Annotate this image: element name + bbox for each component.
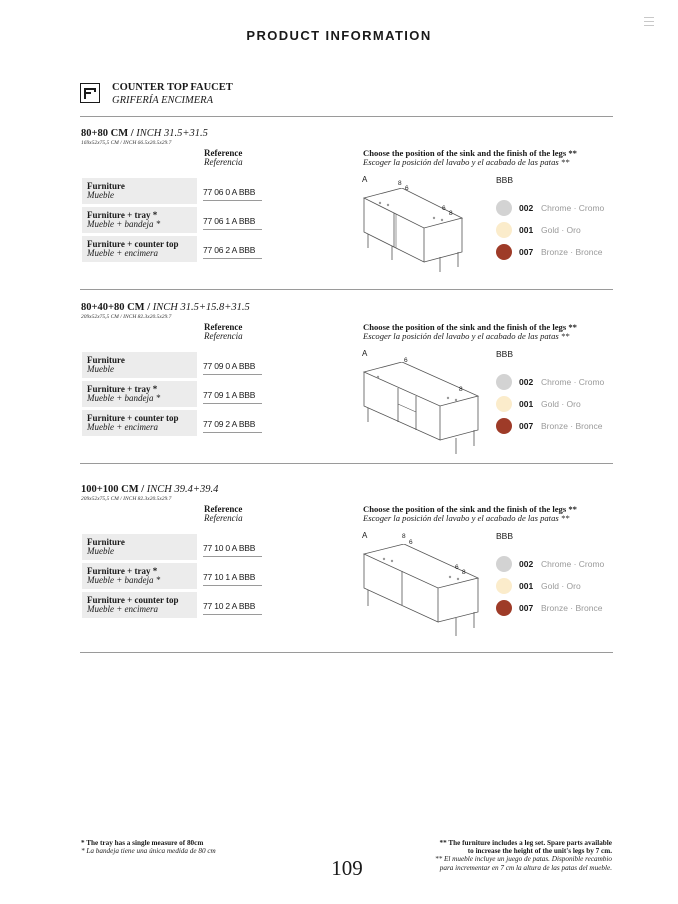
finish-name: Bronze · Bronce xyxy=(541,421,603,431)
sink-position-number: 8 xyxy=(402,533,406,540)
row-label: Furniture + tray * Mueble + bandeja * xyxy=(82,563,197,589)
sink-position-number: 6 xyxy=(442,205,446,212)
furniture-sketch xyxy=(362,544,480,645)
finish-code: 002 xyxy=(519,377,534,387)
category-subtitle: GRIFERÍA ENCIMERA xyxy=(112,95,213,106)
row-label: Furniture + counter top Mueble + encimera xyxy=(82,592,197,618)
finish-name: Chrome · Cromo xyxy=(541,203,605,213)
reference-code: 77 06 0 A BBB xyxy=(203,181,262,201)
choose-instructions: Choose the position of the sink and the finish of the legs ** Escoger la posición del lavabo y el acabado de las patas ** xyxy=(363,504,577,523)
finish-code: 001 xyxy=(519,399,534,409)
row-label: Furniture + counter top Mueble + encimera xyxy=(82,410,197,436)
bronze-swatch[interactable] xyxy=(496,244,512,260)
row-label: Furniture Mueble xyxy=(82,178,197,204)
row-label: Furniture + tray * Mueble + bandeja * xyxy=(82,381,197,407)
chrome-swatch[interactable] xyxy=(496,374,512,390)
sink-position-number: 6 xyxy=(405,185,409,192)
sink-position-number: 8 xyxy=(398,180,402,187)
gold-swatch[interactable] xyxy=(496,222,512,238)
divider xyxy=(80,116,613,117)
sink-position-number: 6 xyxy=(455,564,459,571)
reference-header: Reference Referencia xyxy=(204,322,243,341)
reference-code: 77 09 0 A BBB xyxy=(203,355,262,375)
row-label: Furniture + counter top Mueble + encimera xyxy=(82,236,197,262)
reference-code: 77 09 1 A BBB xyxy=(203,384,262,404)
footnote-legs: ** The furniture includes a leg set. Spare parts available to increase the height of the unit's legs by 7 cm. ** El mueble incluye un juego de patas. Disponible recambio para incrementar en 7 cm la altura de las patas del mueble. xyxy=(435,839,612,872)
finish-code-label: BBB xyxy=(496,349,514,359)
furniture-sketch xyxy=(362,188,464,283)
product-section xyxy=(0,484,678,634)
reference-code: 77 10 1 A BBB xyxy=(203,566,262,586)
reference-header: Reference Referencia xyxy=(204,148,243,167)
finish-code: 007 xyxy=(519,247,534,257)
sink-position-number: 8 xyxy=(449,210,453,217)
finish-code-label: BBB xyxy=(496,531,514,541)
gold-swatch[interactable] xyxy=(496,396,512,412)
section-dimensions: 209x52x75,5 CM / INCH 82.3x20.5x29.7 xyxy=(81,314,172,320)
sink-position-number: 8 xyxy=(462,569,466,576)
finish-code: 002 xyxy=(519,203,534,213)
finish-code: 007 xyxy=(519,421,534,431)
chrome-swatch[interactable] xyxy=(496,200,512,216)
product-section xyxy=(0,128,678,278)
section-title: 80+80 CM / INCH 31.5+31.5 xyxy=(81,128,208,139)
finish-name: Gold · Oro xyxy=(541,225,581,235)
finish-code: 001 xyxy=(519,581,534,591)
chrome-swatch[interactable] xyxy=(496,556,512,572)
finish-code: 002 xyxy=(519,559,534,569)
reference-code: 77 06 1 A BBB xyxy=(203,210,262,230)
sink-position-number: 8 xyxy=(459,386,463,393)
finish-name: Gold · Oro xyxy=(541,581,581,591)
finish-name: Chrome · Cromo xyxy=(541,377,605,387)
finish-name: Chrome · Cromo xyxy=(541,559,605,569)
faucet-icon xyxy=(80,83,100,103)
divider xyxy=(80,463,613,464)
bronze-swatch[interactable] xyxy=(496,418,512,434)
position-label-a: A xyxy=(362,531,368,540)
finish-code: 001 xyxy=(519,225,534,235)
sink-position-number: 6 xyxy=(409,539,413,546)
bronze-swatch[interactable] xyxy=(496,600,512,616)
reference-code: 77 10 0 A BBB xyxy=(203,537,262,557)
section-title: 100+100 CM / INCH 39.4+39.4 xyxy=(81,484,219,495)
position-label-a: A xyxy=(362,349,368,358)
divider xyxy=(80,652,613,653)
reference-header: Reference Referencia xyxy=(204,504,243,523)
row-label: Furniture + tray * Mueble + bandeja * xyxy=(82,207,197,233)
reference-code: 77 10 2 A BBB xyxy=(203,595,262,615)
finish-name: Gold · Oro xyxy=(541,399,581,409)
row-label: Furniture Mueble xyxy=(82,534,197,560)
finish-code-label: BBB xyxy=(496,175,514,185)
section-title: 80+40+80 CM / INCH 31.5+15.8+31.5 xyxy=(81,302,250,313)
page-title: PRODUCT INFORMATION xyxy=(246,28,432,43)
finish-name: Bronze · Bronce xyxy=(541,247,603,257)
furniture-sketch xyxy=(362,362,480,461)
position-label-a: A xyxy=(362,175,368,184)
finish-name: Bronze · Bronce xyxy=(541,603,603,613)
footnote-tray: * The tray has a single measure of 80cm * La bandeja tiene una única medida de 80 cm xyxy=(81,839,216,856)
reference-code: 77 06 2 A BBB xyxy=(203,239,262,259)
row-label: Furniture Mueble xyxy=(82,352,197,378)
product-section xyxy=(0,302,678,452)
choose-instructions: Choose the position of the sink and the finish of the legs ** Escoger la posición del lavabo y el acabado de las patas ** xyxy=(363,322,577,341)
gold-swatch[interactable] xyxy=(496,578,512,594)
reference-code: 77 09 2 A BBB xyxy=(203,413,262,433)
section-dimensions: 209x52x75,5 CM / INCH 82.3x20.5x29.7 xyxy=(81,496,172,502)
page-number: 109 xyxy=(331,856,363,880)
choose-instructions: Choose the position of the sink and the finish of the legs ** Escoger la posición del lavabo y el acabado de las patas ** xyxy=(363,148,577,167)
sink-position-number: 6 xyxy=(404,357,408,364)
category-title: COUNTER TOP FAUCET xyxy=(112,82,233,93)
finish-code: 007 xyxy=(519,603,534,613)
section-dimensions: 169x52x75,5 CM / INCH 66.5x20.5x29.7 xyxy=(81,140,172,146)
divider xyxy=(80,289,613,290)
